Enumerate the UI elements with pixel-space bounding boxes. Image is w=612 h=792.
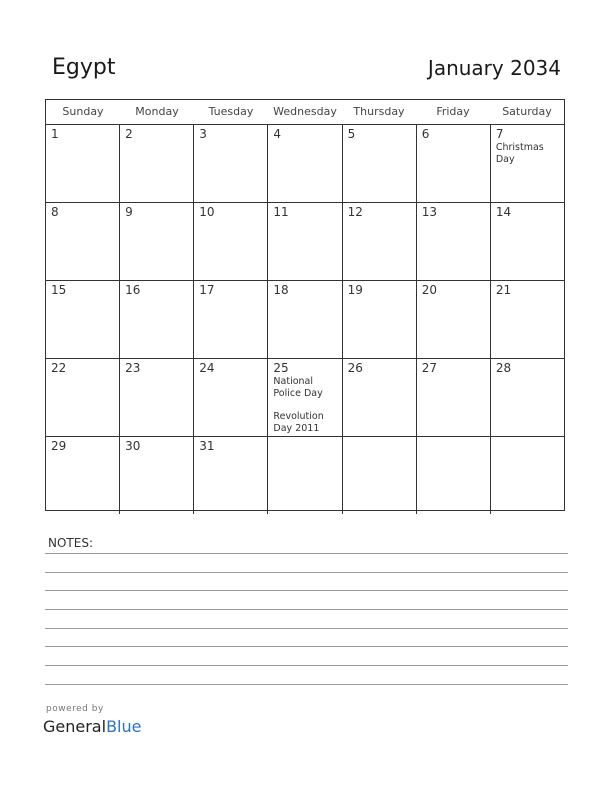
day-number: 1 [51, 127, 59, 141]
notes-line [45, 590, 568, 591]
day-cell [194, 125, 268, 202]
day-number: 20 [421, 283, 437, 297]
day-cell [120, 203, 194, 280]
notes-line [45, 665, 568, 666]
day-number: 28 [495, 361, 512, 375]
day-cell [194, 437, 268, 514]
notes-label: NOTES: [48, 536, 93, 550]
day-cell [46, 125, 120, 202]
day-cell [417, 203, 491, 280]
brand-logo-blue: Blue [106, 717, 142, 736]
notes-line [45, 684, 568, 685]
day-cell [491, 359, 564, 436]
day-number: 27 [421, 361, 437, 375]
holiday-label: Christmas Day [495, 142, 544, 165]
day-cell [343, 437, 417, 514]
day-cell [120, 437, 194, 514]
day-number: 21 [495, 283, 512, 297]
day-cell [491, 203, 564, 280]
day-cell [120, 359, 194, 436]
holiday-label: National Police Day [273, 376, 323, 399]
day-number: 19 [347, 283, 363, 297]
day-cell [46, 437, 120, 514]
week-row [46, 437, 564, 514]
day-cell [268, 125, 342, 202]
day-number: 25 [273, 361, 289, 375]
weekday-monday: Monday [135, 105, 179, 118]
country-title: Egypt [52, 55, 116, 80]
brand-logo-general: General [43, 717, 107, 736]
day-cell [268, 437, 342, 514]
day-cell [268, 359, 342, 436]
weekday-friday: Friday [436, 105, 470, 118]
notes-line [45, 646, 568, 647]
day-number: 14 [495, 205, 512, 219]
notes-line [45, 572, 568, 573]
weekday-thursday: Thursday [353, 105, 405, 118]
day-number: 31 [199, 439, 215, 453]
day-cell [46, 359, 120, 436]
day-number: 18 [273, 283, 289, 297]
day-number: 24 [199, 361, 215, 375]
week-row [46, 125, 564, 203]
week-row [46, 359, 564, 437]
holiday-label: Revolution Day 2011 [273, 411, 324, 434]
notes-line [45, 609, 568, 610]
day-cell [268, 203, 342, 280]
day-cell [194, 359, 268, 436]
day-cell [120, 281, 194, 358]
day-number: 15 [51, 283, 67, 297]
weekday-sunday: Sunday [62, 105, 104, 118]
day-number: 7 [495, 127, 504, 141]
weekday-tuesday: Tuesday [208, 105, 254, 118]
calendar-grid [45, 99, 565, 511]
day-number: 4 [273, 127, 282, 141]
weekday-wednesday: Wednesday [273, 105, 337, 118]
day-number: 10 [199, 205, 215, 219]
day-cell [46, 203, 120, 280]
day-number: 6 [421, 127, 430, 141]
day-number: 12 [347, 205, 363, 219]
day-cell [120, 125, 194, 202]
day-number: 9 [125, 205, 133, 219]
day-cell [194, 203, 268, 280]
day-number: 11 [273, 205, 289, 219]
day-number: 22 [51, 361, 67, 375]
day-cell [417, 437, 491, 514]
day-cell [343, 281, 417, 358]
day-number: 23 [125, 361, 141, 375]
notes-line [45, 553, 568, 554]
day-cell [343, 359, 417, 436]
day-number: 16 [125, 283, 141, 297]
notes-line [45, 628, 568, 629]
day-number: 3 [199, 127, 207, 141]
day-cell [491, 437, 564, 514]
day-cell [46, 281, 120, 358]
day-cell [417, 359, 491, 436]
day-cell [491, 125, 564, 202]
powered-by-text: powered by [46, 704, 104, 714]
day-number: 17 [199, 283, 215, 297]
day-cell [343, 125, 417, 202]
day-cell [417, 125, 491, 202]
day-cell [343, 203, 417, 280]
weekday-saturday: Saturday [502, 105, 552, 118]
day-number: 29 [51, 439, 67, 453]
weekday-header-row [46, 100, 564, 125]
day-number: 30 [125, 439, 141, 453]
day-number: 26 [347, 361, 363, 375]
day-cell [194, 281, 268, 358]
day-number: 2 [125, 127, 133, 141]
day-cell [268, 281, 342, 358]
day-number: 13 [421, 205, 437, 219]
day-cell [417, 281, 491, 358]
day-number: 5 [347, 127, 356, 141]
week-row [46, 203, 564, 281]
day-number: 8 [51, 205, 59, 219]
week-row [46, 281, 564, 359]
brand-logo [43, 717, 141, 736]
day-cell [491, 281, 564, 358]
month-year-title: January 2034 [427, 56, 561, 80]
